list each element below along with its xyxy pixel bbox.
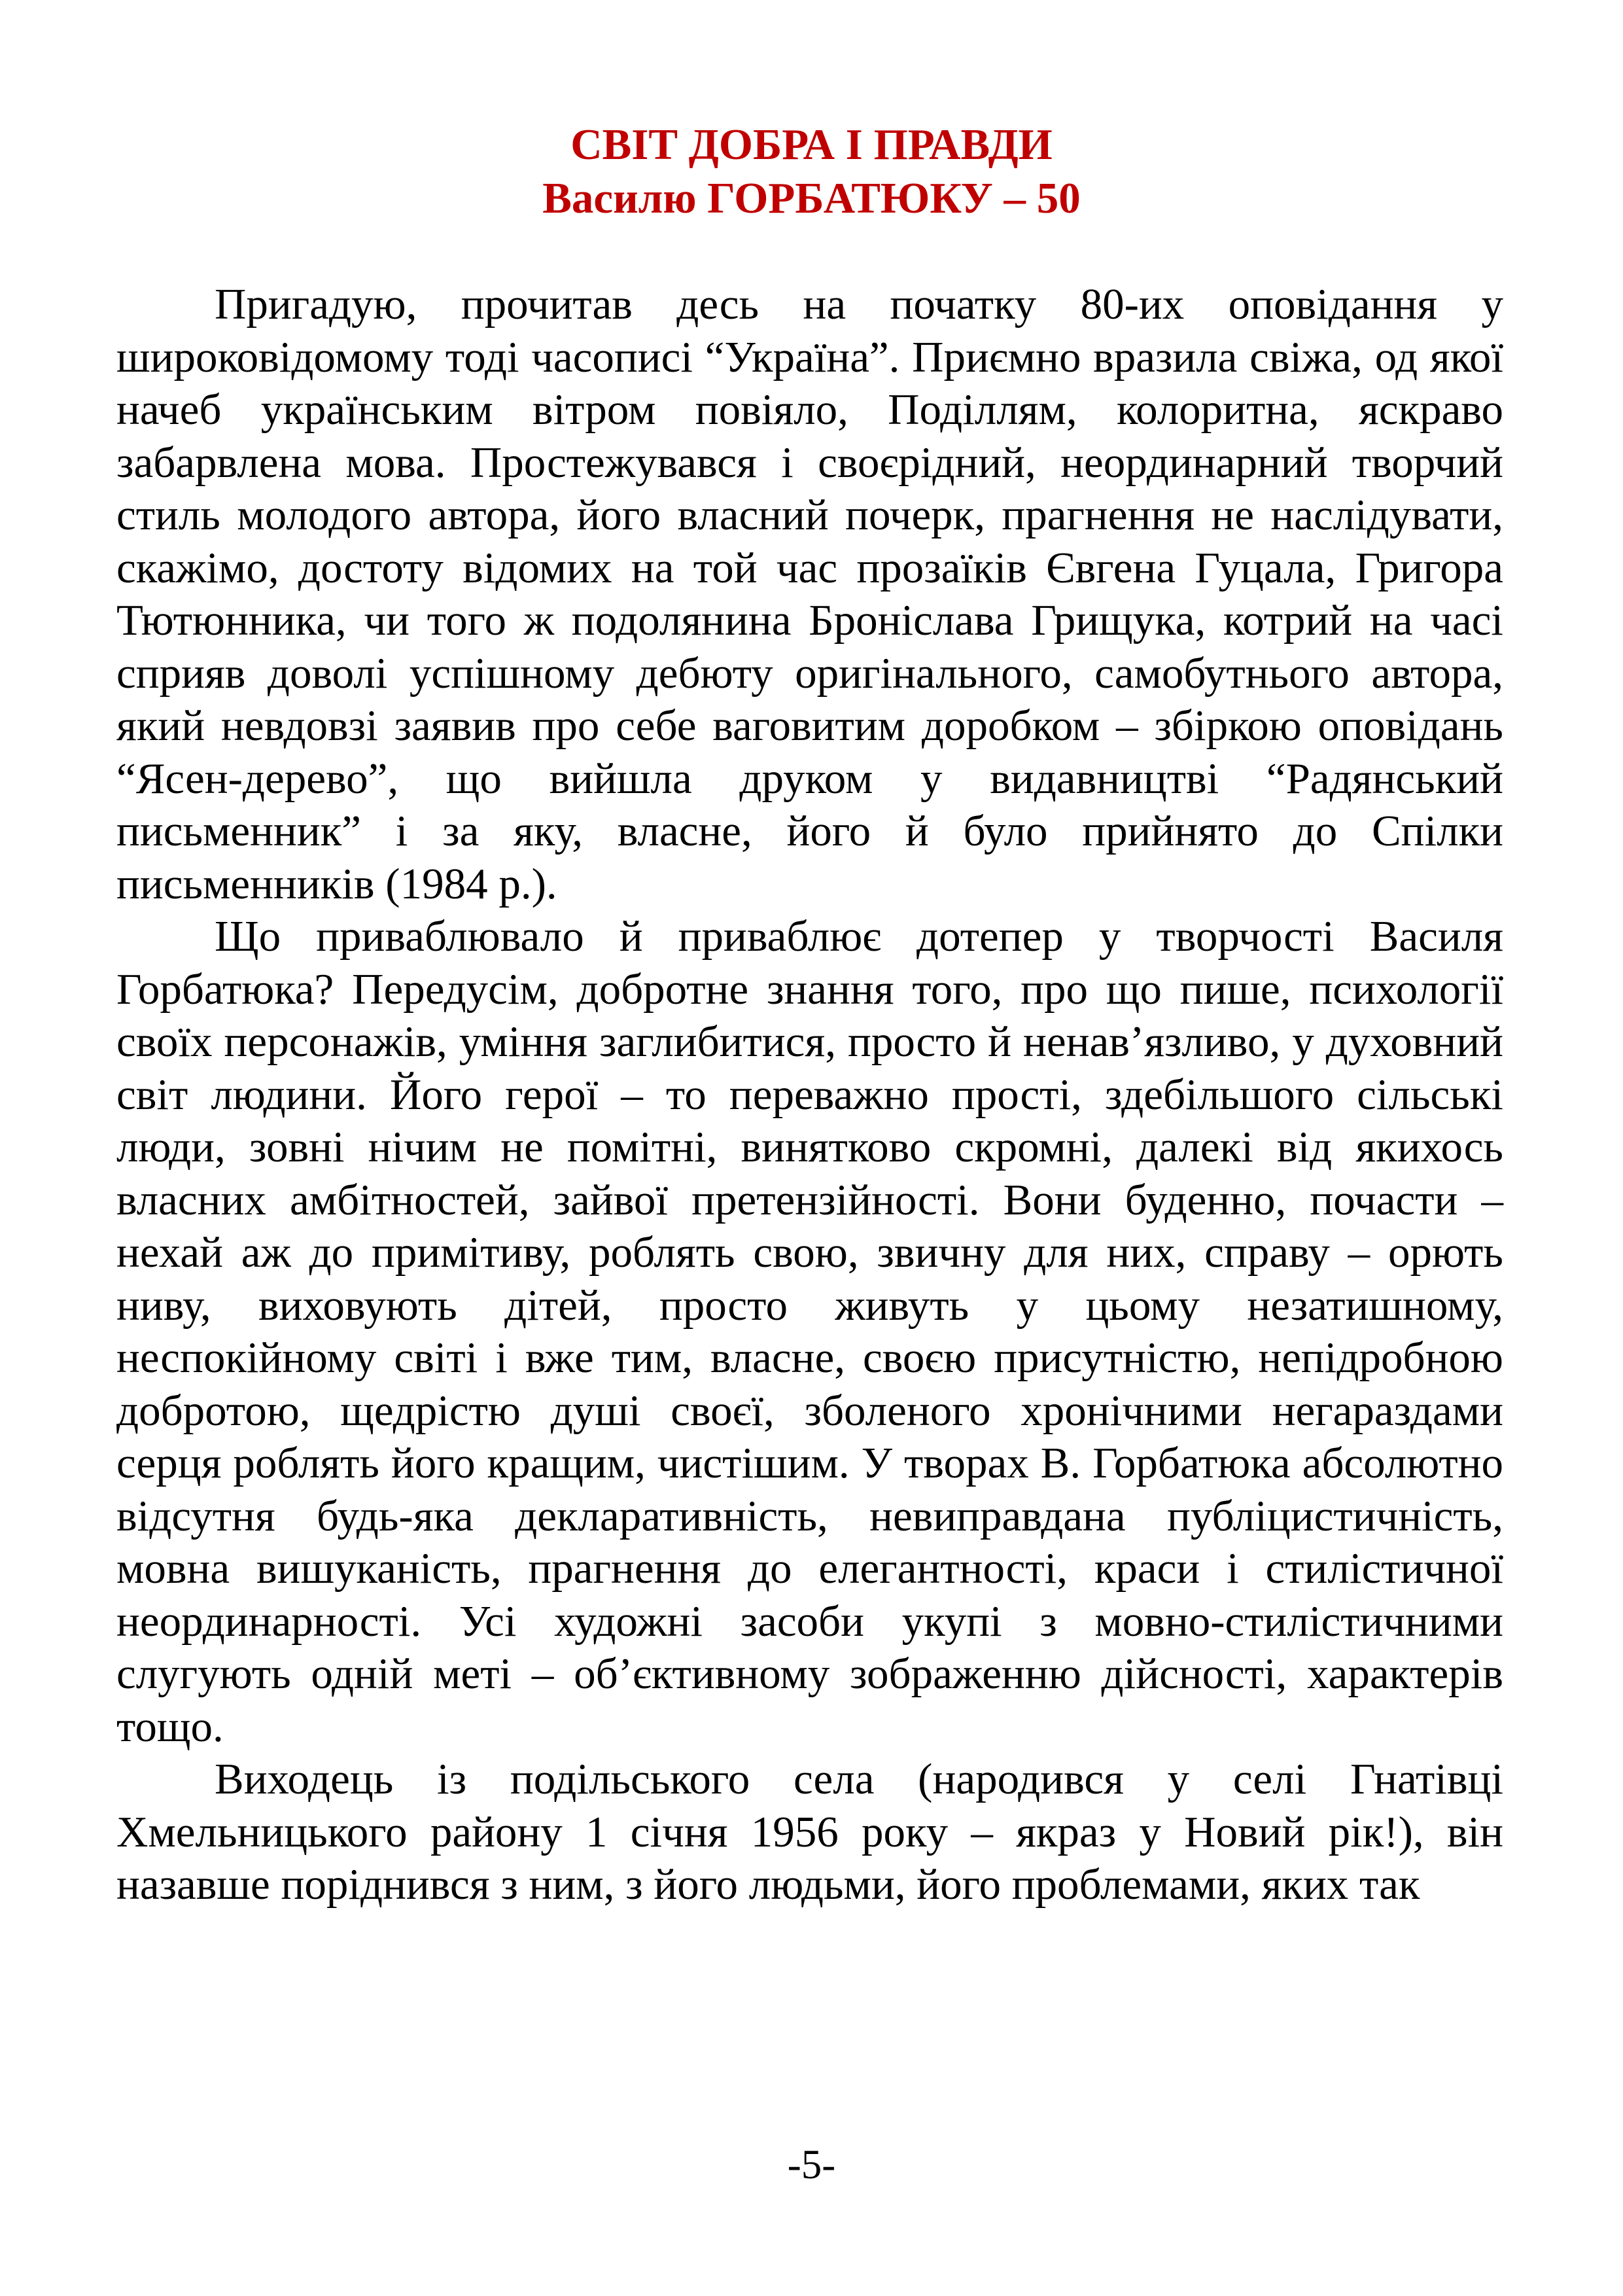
paragraph-1: Пригадую, прочитав десь на початку 80-их оповідання у широковідомому тоді часописі “Україна”. Приємно вразила свіжа, од якої начеб українським вітром повіяло, Поділлям, колоритна, яскраво забарвлена мова. Простежувався і своєрідний, неординарний творчий стиль молодого автора, його власний почерк, прагнення не наслідувати, скажімо, достоту відомих на той час прозаїків Євгена Гуцала, Григора Тютюнника, чи того ж подолянина Броніслава Грищука, котрий на часі сприяв доволі успішному дебюту оригінального, самобутнього автора, який невдовзі заявив про себе ваговитим доробком – збіркою оповідань “Ясен-дерево”, що вийшла друком у видавництві “Радянський письменник” і за яку, власне, його й було прийнято до Спілки письменників (1984 р.).	[116, 280, 1503, 908]
document-subtitle: Василю ГОРБАТЮКУ – 50	[542, 174, 1081, 222]
paragraph-2: Що приваблювало й приваблює дотепер у творчості Василя Горбатюка? Передусім, добротне знання того, про що пише, психології своїх персонажів, уміння заглибитися, просто й ненав’язливо, у духовний світ людини. Його герої – то переважно прості, здебільшого сільські люди, зовні нічим не помітні, винятково скромні, далекі від якихось власних амбітностей, зайвої претензійності. Вони буденно, почасти – нехай аж до примітиву, роблять свою, звичну для них, справу – орють ниву, виховують дітей, просто живуть у цьому незатишному, неспокійному світі і вже тим, власне, своєю присутністю, непідробною добротою, щедрістю душі своєї, зболеного хронічними негараздами серця роблять його кращим, чистішим. У творах В. Горбатюка абсолютно відсутня будь-яка декларативність, невиправдана публіцистичність, мовна вишуканість, прагнення до елегантності, краси і стилістичної неординарності. Усі художні засоби укупі з мовно-стилістичними слугують одній меті – об’єктивному зображенню дійсності, характерів тощо.	[116, 912, 1503, 1751]
paragraph-3: Виходець із подільського села (народився у селі Гнатівці Хмельницького району 1 січня 1956 року – якраз у Новий рік!), він назавше поріднився з ним, з його людьми, його проблемами, яких так	[116, 1755, 1503, 1909]
title-block	[0, 118, 1623, 225]
page-number: -5-	[787, 2142, 836, 2187]
body-text	[116, 278, 1503, 1911]
document-title: СВІТ ДОБРА І ПРАВДИ	[570, 120, 1053, 169]
